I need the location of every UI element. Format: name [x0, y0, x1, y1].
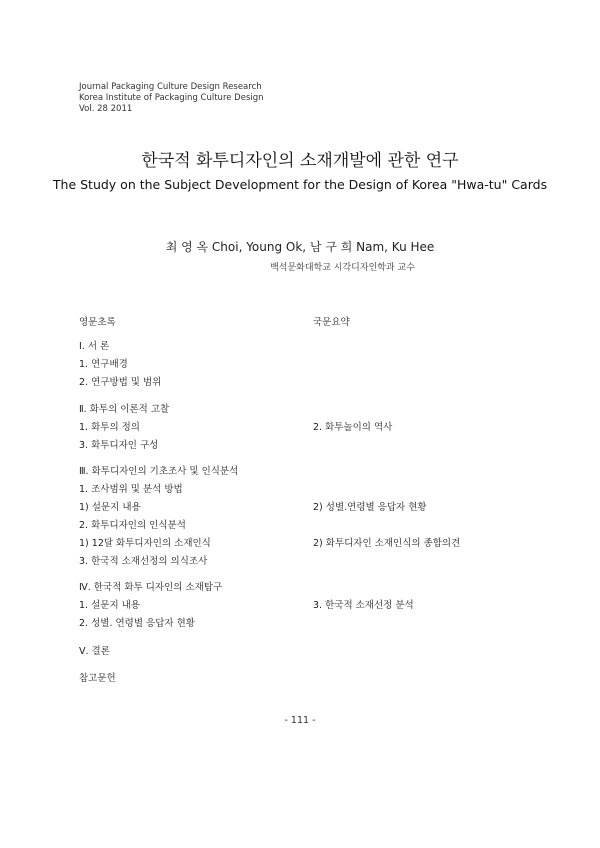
toc-abstract-korean: 국문요약	[313, 317, 350, 328]
author-line: 최 영 옥 Choi, Young Ok, 남 구 희 Nam, Ku Hee	[165, 240, 435, 254]
toc-section-3: Ⅲ. 화투디자인의 기초조사 및 인식분석	[79, 466, 239, 477]
toc-item-3-2-2: 2) 화투디자인 소재인식의 종합의견	[313, 538, 461, 549]
paper-title-english: The Study on the Subject Development for the Design of Korea "Hwa-tu" Cards	[52, 177, 548, 192]
page-number: - 111 -	[284, 715, 316, 726]
toc-item-2-2: 2. 화투놀이의 역사	[313, 422, 393, 433]
toc-item-2-1: 1. 화투의 정의	[79, 422, 140, 433]
journal-volume: Vol. 28 2011	[79, 104, 133, 114]
journal-name: Journal Packaging Culture Design Research	[79, 82, 262, 92]
toc-references: 참고문헌	[79, 673, 116, 684]
toc-item-1-1: 1. 연구배경	[79, 359, 128, 370]
journal-publisher: Korea Institute of Packaging Culture Design	[79, 93, 264, 103]
toc-item-3-2-1: 1) 12달 화투디자인의 소재인식	[79, 538, 211, 549]
toc-item-4-3: 3. 한국적 소재선정 분석	[313, 600, 414, 611]
toc-item-3-1: 1. 조사범위 및 분석 방법	[79, 484, 183, 495]
toc-section-2: Ⅱ. 화투의 이론적 고찰	[79, 404, 170, 415]
paper-title-korean: 한국적 화투디자인의 소재개발에 관한 연구	[141, 151, 459, 171]
toc-item-3-3: 3. 한국적 소재선정의 의식조사	[79, 556, 208, 567]
toc-abstract-english: 영문초록	[79, 317, 116, 328]
toc-section-5: Ⅴ. 결론	[79, 646, 110, 657]
toc-item-2-3: 3. 화투디자인 구성	[79, 440, 159, 451]
toc-item-3-2: 2. 화투디자인의 인식분석	[79, 520, 186, 531]
toc-item-3-1-1: 1) 설문지 내용	[79, 502, 141, 513]
toc-section-1: Ⅰ. 서 론	[79, 341, 110, 352]
toc-item-1-2: 2. 연구방법 및 범위	[79, 377, 162, 388]
author-affiliation: 백석문화대학교 시각디자인학과 교수	[270, 263, 415, 273]
toc-section-4: Ⅳ. 한국적 화투 디자인의 소재탐구	[79, 582, 223, 593]
toc-item-3-1-2: 2) 성별.연령별 응답자 현황	[313, 502, 427, 513]
toc-item-4-2: 2. 성별. 연령별 응답자 현황	[79, 618, 195, 629]
toc-item-4-1: 1. 설문지 내용	[79, 600, 140, 611]
